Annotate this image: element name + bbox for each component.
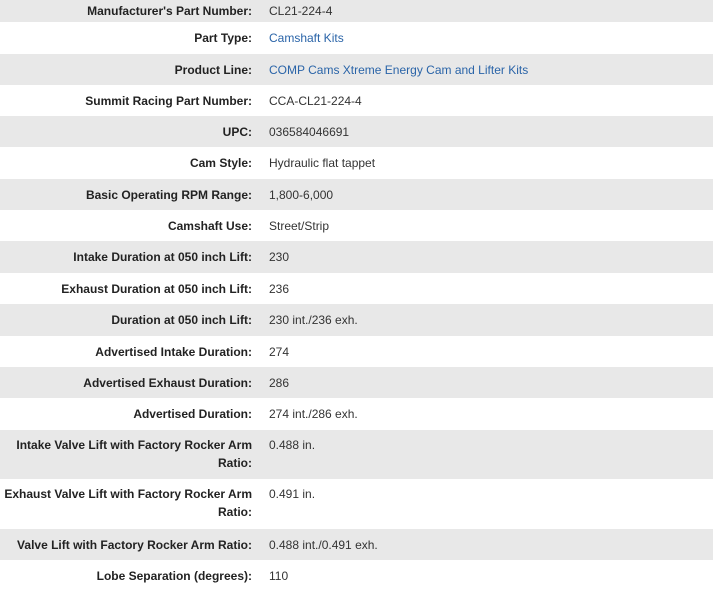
spec-value: 274 (269, 344, 290, 359)
spec-row (0, 560, 713, 591)
spec-label: Product Line: (174, 62, 252, 77)
spec-row (0, 304, 713, 336)
spec-label: Camshaft Use: (167, 218, 252, 233)
spec-label: Advertised Exhaust Duration: (83, 375, 252, 390)
spec-label: Manufacturer's Part Number: (87, 4, 252, 18)
spec-row (0, 85, 713, 116)
spec-label: UPC: (222, 124, 252, 139)
spec-value: 230 (269, 250, 290, 264)
spec-value: 0.488 in. (269, 438, 316, 452)
spec-row (0, 179, 713, 210)
spec-value: CL21-224-4 (269, 4, 333, 18)
spec-label: Part Type: (194, 31, 252, 45)
spec-row (0, 529, 713, 560)
spec-value: 1,800-6,000 (269, 187, 334, 202)
spec-row (0, 22, 713, 54)
spec-label: Advertised Duration: (133, 407, 252, 421)
spec-row (0, 54, 713, 85)
spec-row (0, 336, 713, 367)
spec-value: 274 int./286 exh. (269, 407, 358, 421)
spec-label: Intake Duration at 050 inch Lift: (73, 250, 252, 264)
spec-value: 236 (269, 281, 290, 296)
spec-label: Cam Style: (189, 156, 252, 170)
spec-label: Exhaust Duration at 050 inch Lift: (61, 281, 252, 296)
spec-row (0, 210, 713, 241)
spec-row (0, 0, 713, 22)
spec-row (0, 479, 713, 529)
spec-label: Basic Operating RPM Range: (85, 187, 252, 202)
spec-value: 286 (269, 375, 290, 390)
spec-value: 036584046691 (269, 124, 350, 139)
spec-row (0, 273, 713, 304)
spec-label: Valve Lift with Factory Rocker Arm Ratio: (17, 537, 252, 552)
spec-row (0, 367, 713, 398)
spec-value: 0.488 int./0.491 exh. (269, 537, 378, 552)
spec-row (0, 116, 713, 147)
spec-value: Hydraulic flat tappet (269, 156, 376, 170)
spec-row (0, 430, 713, 479)
spec-row (0, 147, 713, 179)
spec-label: Advertised Intake Duration: (95, 344, 252, 359)
spec-label: Duration at 050 inch Lift: (111, 313, 252, 327)
spec-label: Summit Racing Part Number: (85, 93, 252, 108)
spec-label: Lobe Separation (degrees): (96, 568, 252, 583)
spec-value-link[interactable]: Camshaft Kits (269, 31, 344, 45)
spec-row (0, 398, 713, 430)
spec-value: Street/Strip (269, 218, 330, 233)
spec-label: Exhaust Valve Lift with Factory Rocker Arm Ratio: (4, 487, 252, 519)
spec-value: 0.491 in. (269, 487, 316, 501)
spec-row (0, 241, 713, 273)
spec-value: 230 int./236 exh. (269, 313, 358, 327)
spec-value-link[interactable]: COMP Cams Xtreme Energy Cam and Lifter Kits (269, 62, 529, 77)
spec-label: Intake Valve Lift with Factory Rocker Arm Ratio: (16, 438, 252, 470)
spec-value: CCA-CL21-224-4 (269, 93, 362, 108)
spec-value: 110 (269, 568, 289, 583)
